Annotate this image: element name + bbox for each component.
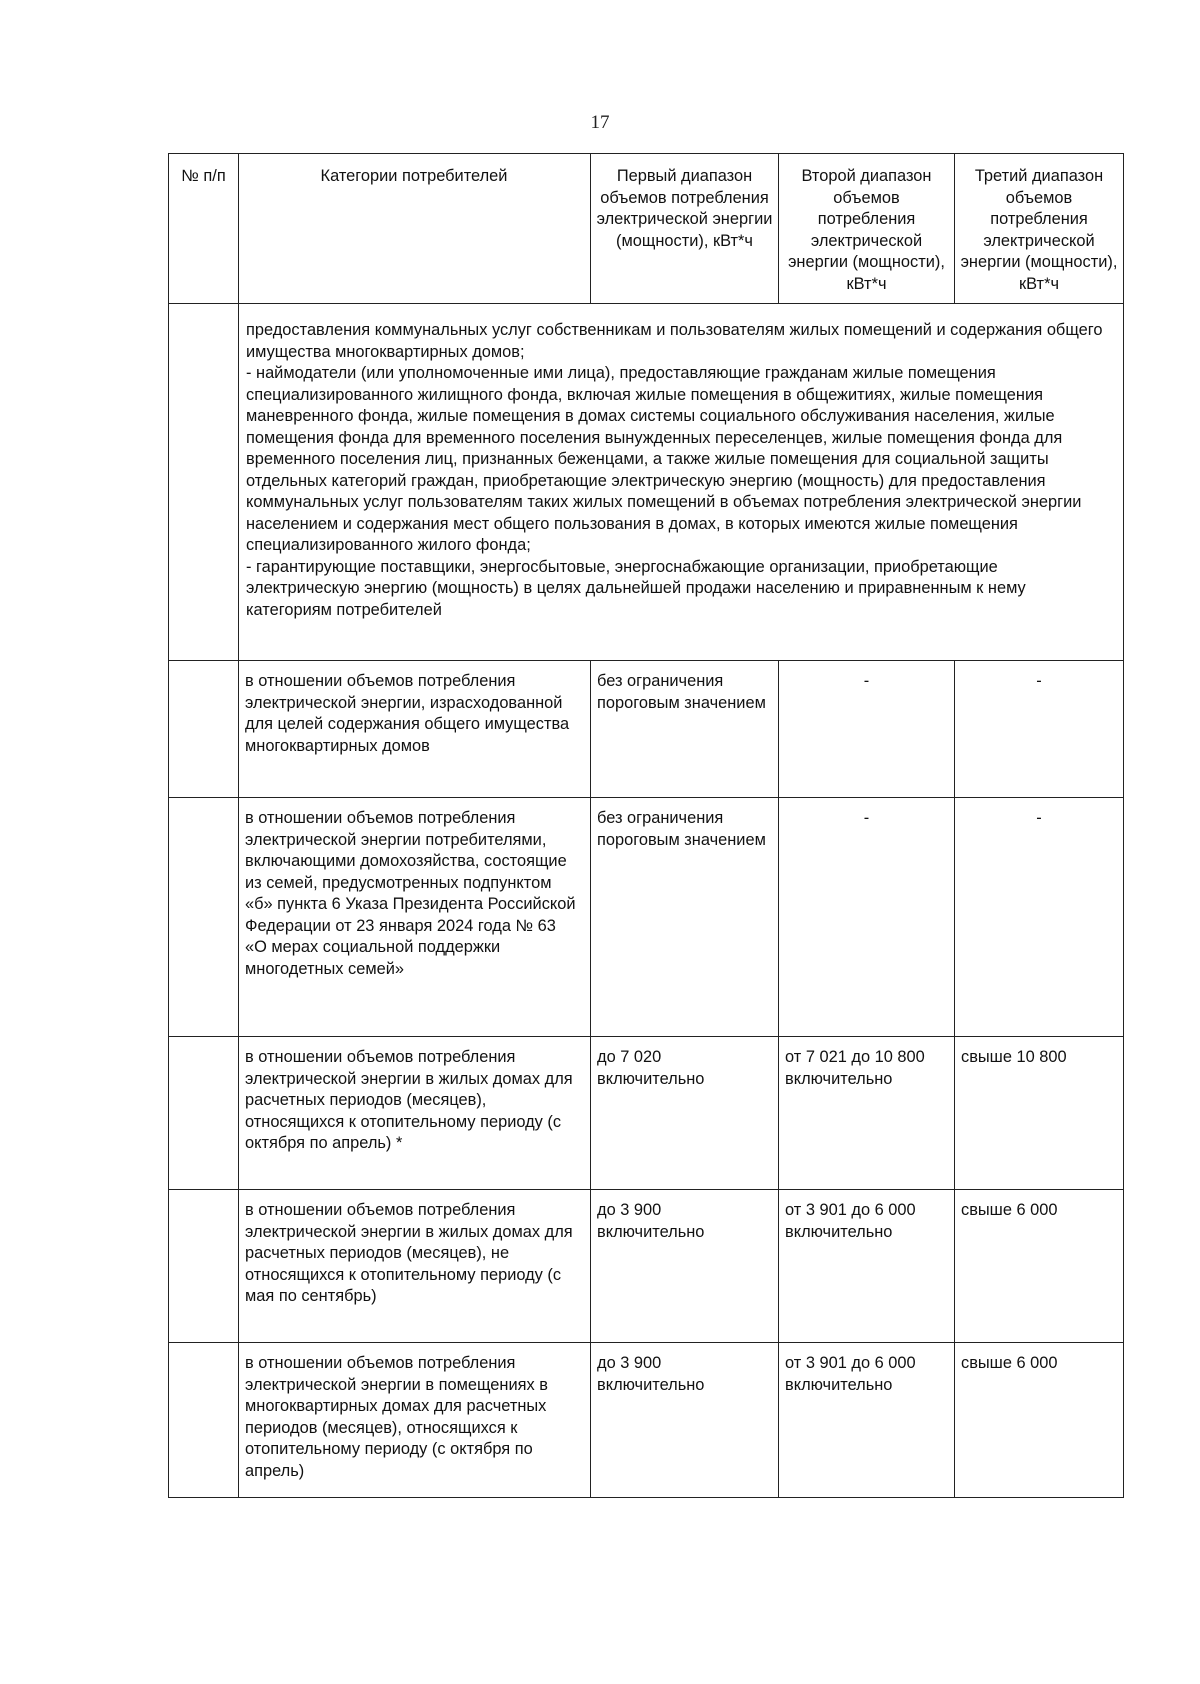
category-cell: в отношении объемов потребления электрической энергии в помещениях в многоквартирных домах для расчетных периодов (месяцев), относящихся к отопительному периоду (с октября по апрель) bbox=[239, 1343, 591, 1498]
range-1-cell: без ограничения пороговым значением bbox=[591, 798, 779, 1037]
tariff-ranges-table bbox=[168, 153, 1124, 1498]
table-row bbox=[169, 661, 1124, 798]
table-row-continuation bbox=[169, 304, 1124, 661]
header-range-3: Третий диапазон объемов потребления электрической энергии (мощности), кВт*ч bbox=[955, 154, 1124, 304]
category-cell: в отношении объемов потребления электрической энергии потребителями, включающими домохозяйства, состоящие из семей, предусмотренных подпунктом «б» пункта 6 Указа Президента Российской Федерации от 23 января 2024 года № 63 «О мерах социальной поддержки многодетных семей» bbox=[239, 798, 591, 1037]
range-1-cell: до 3 900 включительно bbox=[591, 1343, 779, 1498]
table-row bbox=[169, 1343, 1124, 1498]
row-number-cell bbox=[169, 1190, 239, 1343]
range-3-cell: свыше 10 800 bbox=[955, 1037, 1124, 1190]
category-cell: в отношении объемов потребления электрической энергии в жилых домах для расчетных периодов (месяцев), относящихся к отопительному периоду (с октября по апрель) * bbox=[239, 1037, 591, 1190]
table-row bbox=[169, 1037, 1124, 1190]
header-number: № п/п bbox=[169, 154, 239, 304]
range-1-cell: до 3 900 включительно bbox=[591, 1190, 779, 1343]
category-cell: в отношении объемов потребления электрической энергии в жилых домах для расчетных периодов (месяцев), не относящихся к отопительному периоду (с мая по сентябрь) bbox=[239, 1190, 591, 1343]
continuation-text bbox=[239, 304, 1124, 661]
range-2-cell: от 7 021 до 10 800 включительно bbox=[779, 1037, 955, 1190]
row-number-cell bbox=[169, 661, 239, 798]
range-2-cell: от 3 901 до 6 000 включительно bbox=[779, 1343, 955, 1498]
row-number-cell bbox=[169, 1343, 239, 1498]
range-3-cell: свыше 6 000 bbox=[955, 1190, 1124, 1343]
continuation-text-body: предоставления коммунальных услуг собственникам и пользователям жилых помещений и содержания общего имущества многоквартирных домов; - наймодатели (или уполномоченные ими лица), предоставляющие гражданам жилые помещения специализированного жилищного фонда, включая жилые помещения в общежитиях, жилые помещения маневренного фонда, жилые помещения в домах системы социального обслуживания населения, жилые помещения фонда для временного поселения вынужденных переселенцев, жилые помещения фонда для временного поселения лиц, признанных беженцами, а также жилые помещения для социальной защиты отдельных категорий граждан, приобретающие электрическую энергию (мощность) для предоставления коммунальных услуг пользователям таких жилых помещений в объемах потребления электрической энергии населением и содержания мест общего пользования в домах, в которых имеются жилые помещения специализированного жилого фонда; - гарантирующие поставщики, энергосбытовые, энергоснабжающие организации, приобретающие электрическую энергию (мощность) в целях дальнейшей продажи населению и приравненным к нему категориям потребителей bbox=[246, 321, 1103, 619]
header-range-2: Второй диапазон объемов потребления электрической энергии (мощности), кВт*ч bbox=[779, 154, 955, 304]
range-3-cell: - bbox=[955, 798, 1124, 1037]
range-2-cell: - bbox=[779, 798, 955, 1037]
header-range-1: Первый диапазон объемов потребления электрической энергии (мощности), кВт*ч bbox=[591, 154, 779, 304]
row-number-cell bbox=[169, 1037, 239, 1190]
table-header-row bbox=[169, 154, 1124, 304]
range-1-cell: без ограничения пороговым значением bbox=[591, 661, 779, 798]
row-number-cell bbox=[169, 304, 239, 661]
page-number: 17 bbox=[590, 112, 610, 133]
row-number-cell bbox=[169, 798, 239, 1037]
range-3-cell: - bbox=[955, 661, 1124, 798]
range-1-cell: до 7 020 включительно bbox=[591, 1037, 779, 1190]
table-row bbox=[169, 1190, 1124, 1343]
category-cell: в отношении объемов потребления электрической энергии, израсходованной для целей содержания общего имущества многоквартирных домов bbox=[239, 661, 591, 798]
range-3-cell: свыше 6 000 bbox=[955, 1343, 1124, 1498]
table-row bbox=[169, 798, 1124, 1037]
range-2-cell: - bbox=[779, 661, 955, 798]
range-2-cell: от 3 901 до 6 000 включительно bbox=[779, 1190, 955, 1343]
header-categories: Категории потребителей bbox=[239, 154, 591, 304]
